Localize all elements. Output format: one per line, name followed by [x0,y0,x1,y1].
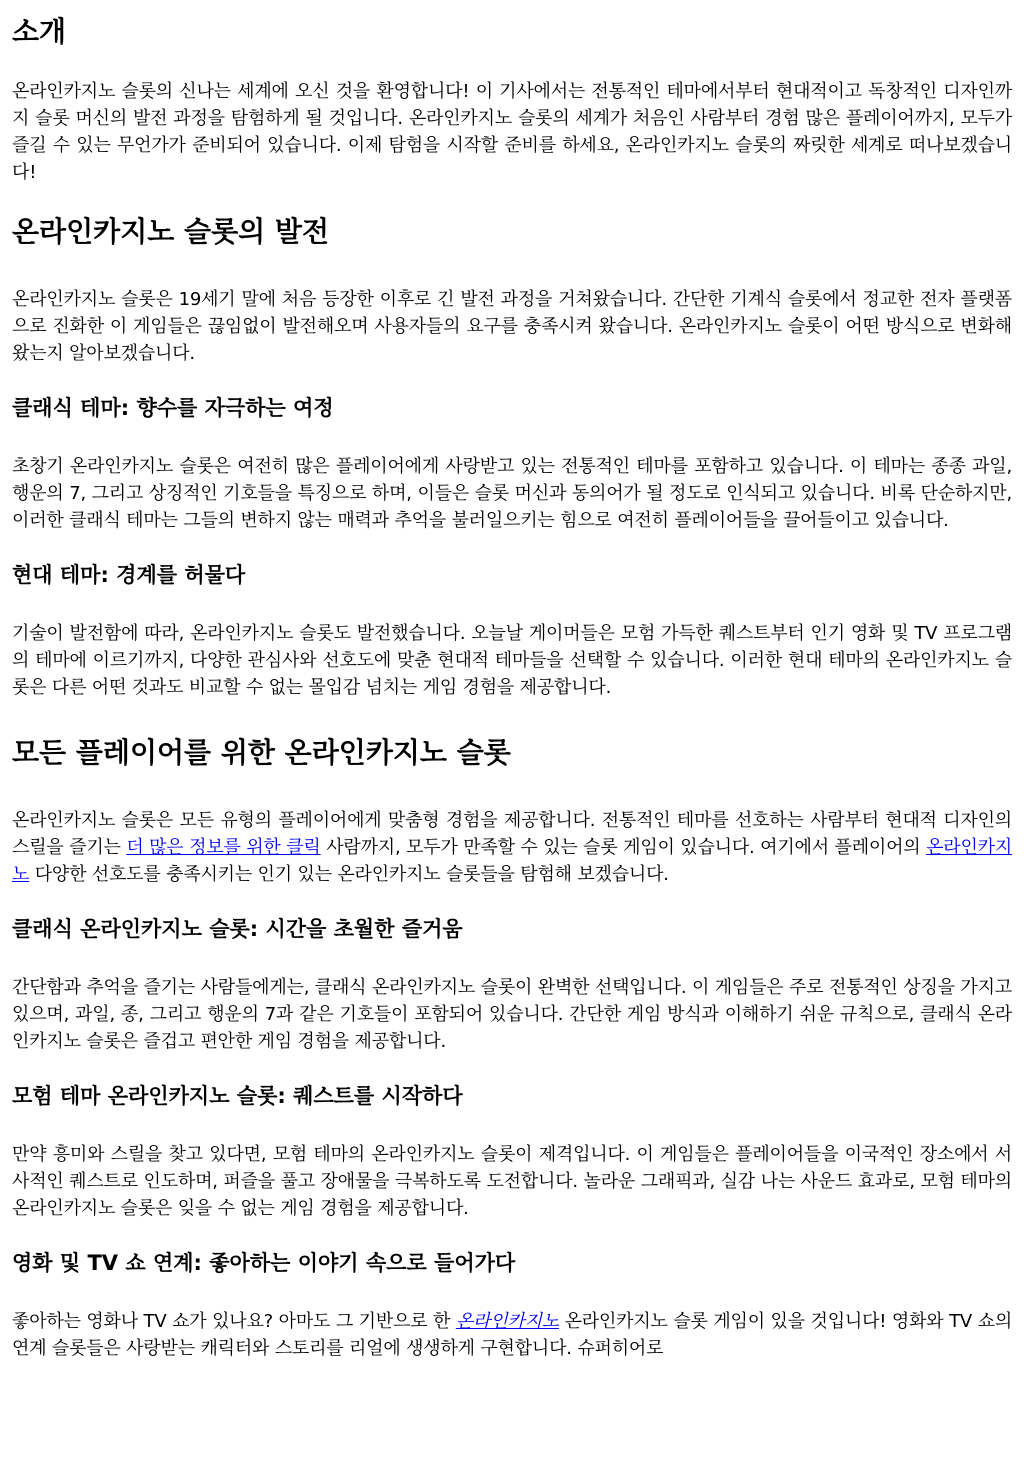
paragraph-adventure-slots: 만약 흥미와 스릴을 찾고 있다면, 모험 테마의 온라인카지노 슬롯이 제격입니다. 이 게임들은 플레이어들을 이국적인 장소에서 서사적인 퀘스트로 인도하며, 퍼즐을 풀고 장애물을 극복하도록 도전합니다. 놀라운 그래픽과, 실감 나는 사운드 효과로, 모험 테마의 온라인카지노 슬롯은 잊을 수 없는 게임 경험을 제공합니다. [12,1144,1012,1219]
text-segment: 다양한 선호도를 충족시키는 인기 있는 온라인카지노 슬롯들을 탐험해 보겠습니다. [29,864,669,885]
paragraph-all-players [12,807,1012,888]
paragraph-classic-slots: 간단함과 추억을 즐기는 사람들에게는, 클래식 온라인카지노 슬롯이 완벽한 선택입니다. 이 게임들은 주로 전통적인 상징을 가지고 있으며, 과일, 종, 그리고 행운의 7과 같은 기호들이 포함되어 있습니다. 간단한 게임 방식과 이해하기 쉬운 규칙으로, 클래식 온라인카지노 슬롯은 즐겁고 편안한 게임 경험을 제공합니다. [12,977,1012,1052]
online-casino-link-italic[interactable]: 온라인카지노 [455,1311,559,1332]
heading-adventure-slots: 모험 테마 온라인카지노 슬롯: 퀘스트를 시작하다 [12,1084,463,1108]
heading-movie-tv: 영화 및 TV 쇼 연계: 좋아하는 이야기 속으로 들어가다 [12,1251,516,1275]
heading-evolution: 온라인카지노 슬롯의 발전 [12,215,330,248]
text-segment: 온라인카지노 슬롯은 모든 유형의 플레이어에게 맞춤형 경험을 제공합니다. 전통적인 테마를 선호하는 사람부터 현대적 디자인의 스릴을 즐기는 [12,810,1012,858]
text-segment: 온라인카지노 슬롯 게임이 있을 것입니다! 영화와 TV 쇼의 연계 슬롯들은 사랑받는 캐릭터와 스토리를 리얼에 생생하게 구현합니다. 슈퍼히어로 [12,1311,1013,1359]
paragraph-intro: 온라인카지노 슬롯의 신나는 세계에 오신 것을 환영합니다! 이 기사에서는 전통적인 테마에서부터 현대적이고 독창적인 디자인까지 슬롯 머신의 발전 과정을 탐험하게 될 것입니다. 온라인카지노 슬롯의 세계가 처음인 사람부터 경험 많은 플레이어까지, 모두가 즐길 수 있는 무언가가 준비되어 있습니다. 이제 탐험을 시작할 준비를 하세요, 온라인카지노 슬롯의 짜릿한 세계로 떠나보겠습니다! [12,81,1012,183]
paragraph-classic-theme: 초창기 온라인카지노 슬롯은 여전히 많은 플레이어에게 사랑받고 있는 전통적인 테마를 포함하고 있습니다. 이 테마는 종종 과일, 행운의 7, 그리고 상징적인 기호들을 특징으로 하며, 이들은 슬롯 머신과 동의어가 될 정도로 인식되고 있습니다. 비록 단순하지만, 이러한 클래식 테마는 그들의 변하지 않는 매력과 추억을 불러일으키는 힘으로 여전히 플레이어들을 끌어들이고 있습니다. [12,456,1012,531]
online-casino-link[interactable]: 온라인카지노 [12,837,1013,885]
heading-classic-theme: 클래식 테마: 향수를 자극하는 여정 [12,396,334,420]
paragraph-evolution: 온라인카지노 슬롯은 19세기 말에 처음 등장한 이후로 긴 발전 과정을 거쳐왔습니다. 간단한 기계식 슬롯에서 정교한 전자 플랫폼으로 진화한 이 게임들은 끊임없이 발전해오며 사용자들의 요구를 충족시켜 왔습니다. 온라인카지노 슬롯이 어떤 방식으로 변화해왔는지 알아보겠습니다. [12,289,1012,364]
text-segment: 사람까지, 모두가 만족할 수 있는 슬롯 게임이 있습니다. 여기에서 플레이어의 [320,837,927,858]
heading-intro: 소개 [12,15,67,48]
heading-classic-slots: 클래식 온라인카지노 슬롯: 시간을 초월한 즐거움 [12,917,463,941]
text-segment: 좋아하는 영화나 TV 쇼가 있나요? 아마도 그 기반으로 한 [12,1311,456,1332]
document-page [0,14,1024,1362]
paragraph-modern-theme: 기술이 발전함에 따라, 온라인카지노 슬롯도 발전했습니다. 오늘날 게이머들은 모험 가득한 퀘스트부터 인기 영화 및 TV 프로그램의 테마에 이르기까지, 다양한 관심사와 선호도에 맞춘 현대적 테마들을 선택할 수 있습니다. 이러한 현대 테마의 온라인카지노 슬롯은 다른 어떤 것과도 비교할 수 없는 몰입감 넘치는 게임 경험을 제공합니다. [12,623,1012,698]
paragraph-movie-tv [12,1308,1012,1362]
more-info-link[interactable]: 더 많은 정보를 위한 클릭 [126,837,321,858]
heading-modern-theme: 현대 테마: 경계를 허물다 [12,563,246,587]
heading-all-players: 모든 플레이어를 위한 온라인카지노 슬롯 [12,736,511,769]
